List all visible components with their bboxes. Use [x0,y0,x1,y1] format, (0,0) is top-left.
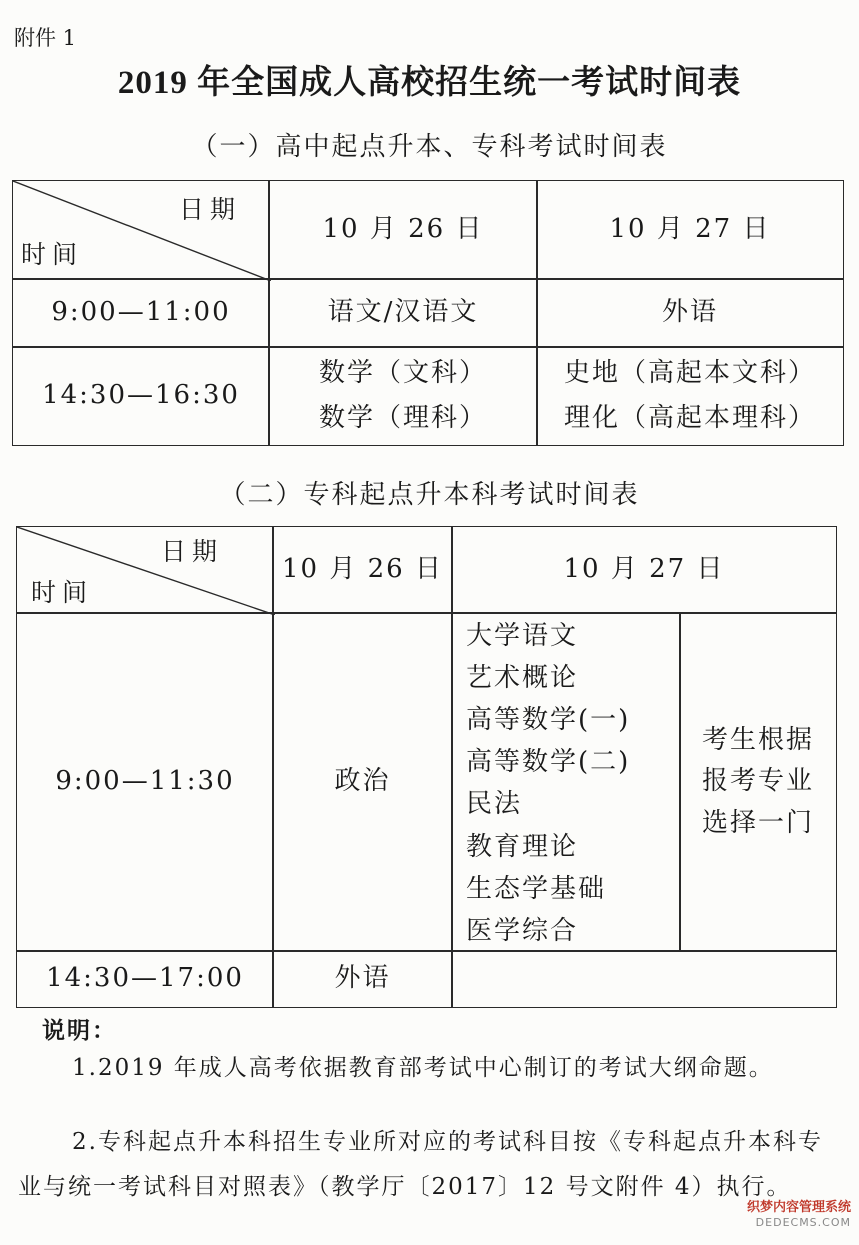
subject-item: 大学语文 [466,621,579,651]
subject-line: 数学（理科） [318,403,487,433]
table1-row1-day2: 外语 [536,278,844,348]
note-item-2: 2.专科起点升本科招生专业所对应的考试科目按《专科起点升本科专业与统一考试科目对照表》（教学厅〔2017〕12 号文附件 4）执行。 [18,1129,823,1200]
table2-row1-time: 9:00—11:30 [16,612,274,952]
table2-row1-day2-subjects [451,612,681,952]
table1-row2-time: 14:30—16:30 [12,346,270,446]
table2-header-time: 时间 [31,578,94,607]
subject-item: 生态学基础 [466,873,607,904]
subject-item: 教育理论 [466,831,579,862]
table2-row1-day2-note [679,612,837,952]
table2-row2-day1: 外语 [272,950,453,1008]
table1-row2-day2 [536,346,844,446]
note-line: 选择一门 [701,807,814,838]
table1-caption: （一）高中起点升本、专科考试时间表 [191,132,668,162]
table1-day1-header: 10 月 26 日 [268,180,538,280]
attachment-label: 附件 1 [14,26,77,50]
table2-header-date: 日期 [160,537,223,566]
table1-header-date: 日期 [178,195,241,224]
table1-day2-header: 10 月 27 日 [536,180,844,280]
subject-item: 高等数学(二) [466,747,631,778]
note-line: 报考专业 [701,766,814,797]
subject-line: 数学（文科） [318,357,487,388]
table2-row2-day2 [451,950,837,1008]
watermark-line-1: 织梦内容管理系统 [746,1200,851,1215]
table2-row2-time: 14:30—17:00 [16,950,274,1008]
table1-row1-time: 9:00—11:00 [12,278,270,348]
note-line: 考生根据 [701,724,814,755]
subject-item: 医学综合 [466,915,579,946]
subject-item: 民法 [466,789,523,820]
watermark-line-2: DEDECMS.COM [755,1215,851,1229]
table2-header-diagonal [16,526,274,614]
table1-row1-day1: 语文/汉语文 [268,278,538,348]
table1-row2-day1 [268,346,538,446]
table2-caption: （二）专科起点升本科考试时间表 [219,480,640,510]
table2-day2-header: 10 月 27 日 [451,526,837,614]
table1-header-time: 时间 [21,240,84,269]
subject-line: 史地（高起本文科） [563,357,816,388]
watermark [747,1200,851,1229]
subject-line: 理化（高起本理科） [563,403,816,433]
table2-day1-header: 10 月 26 日 [272,526,453,614]
subject-item: 艺术概论 [466,663,579,694]
notes-heading: 说明： [42,1017,117,1044]
table1-header-diagonal [12,180,270,280]
table2-row1-day1: 政治 [272,612,453,952]
note-item-1: 1.2019 年成人高考依据教育部考试中心制订的考试大纲命题。 [72,1055,774,1081]
page-title: 2019 年全国成人高校招生统一考试时间表 [117,65,742,101]
subject-item: 高等数学(一) [466,705,631,736]
